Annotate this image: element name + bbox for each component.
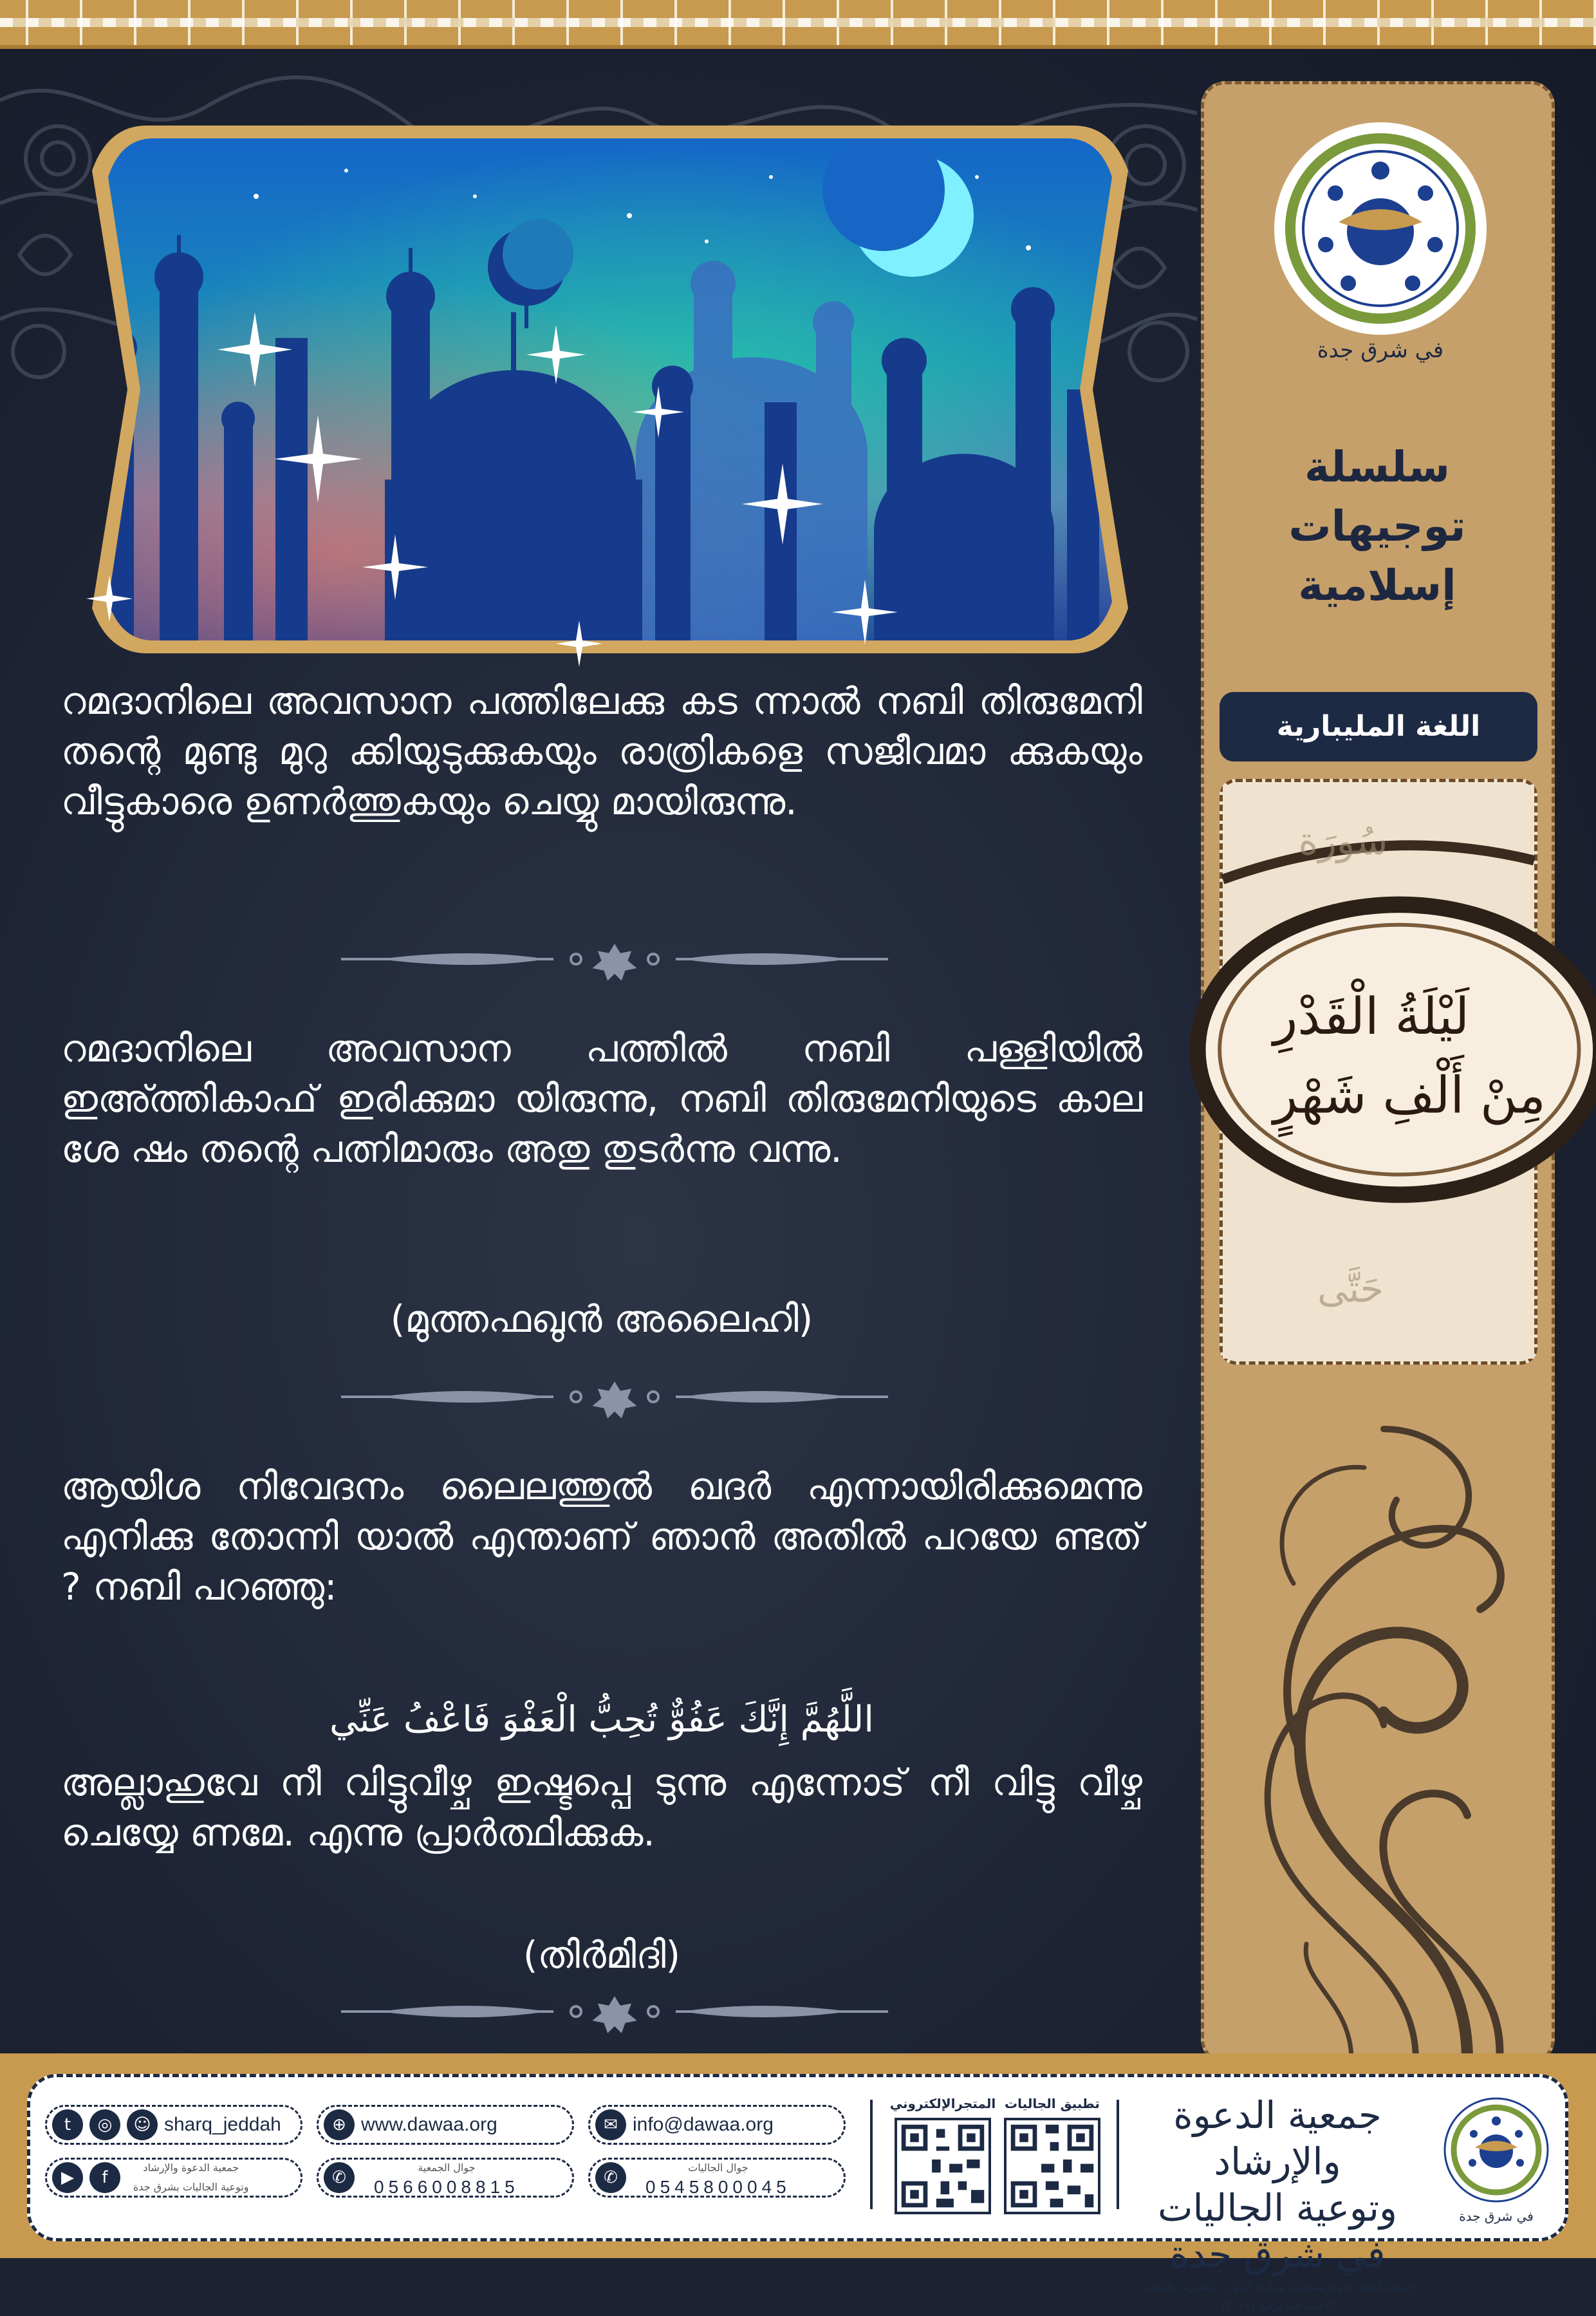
series-title-line: سلسلة: [1304, 442, 1450, 492]
email-pill[interactable]: [588, 2105, 846, 2145]
quran-text-alf: مِنْ أَلْفِ شَهْرٍ: [1273, 1066, 1546, 1125]
footer-separator: [870, 2100, 873, 2209]
org-short-line1: جمعية الدعوة والإرشاد: [143, 2162, 239, 2174]
youtube-icon[interactable]: ▶: [52, 2162, 83, 2193]
paragraph-1: റമദാനിലെ അവസാന പത്തിലേക്കു കട ന്നാൽ നബി തിരുമേനി തന്റെ മുണ്ടു മുറു ക്കിയുടുക്കുകയും രാത്രികളെ സജീവമാ ക്കുകയും വീട്ടുകാരെ ഉണർത്തുകയും ചെയ്യു മായിരുന്നു.: [61, 679, 1142, 823]
quran-magnifier-illustration: [1223, 782, 1546, 1361]
social-handle-pill[interactable]: [45, 2105, 302, 2145]
paragraph-2: റമദാനിലെ അവസാന പത്തിൽ നബി പള്ളിയിൽ ഇഅ്ത്തികാഫ് ഇരിക്കുമാ യിരുന്നു, നബി തിരുമേനിയുടെ കാല ശേ ഷം തന്റെ പത്നിമാരും അതു തുടർന്നു വന്നു.: [61, 1027, 1142, 1171]
quran-page-image: [1220, 779, 1546, 1365]
org-short-line2: وتوعية الجاليات بشرق جدة: [133, 2181, 249, 2193]
footer-logo-text: في شرق جدة: [1459, 2209, 1534, 2224]
source-citation-1: (മുത്തഫഖുൻ അലൈഹി): [390, 1297, 813, 1341]
website-link[interactable]: www.dawaa.org: [361, 2114, 497, 2135]
communities-phone-label: جوال الجاليات: [688, 2162, 748, 2174]
social-handle: sharq_jeddah: [164, 2114, 281, 2135]
source-citation-2: (തിർമിദി): [523, 1933, 681, 1977]
twitter-icon[interactable]: t: [52, 2109, 83, 2140]
series-title-line: إسلامية: [1298, 561, 1456, 610]
ornament-divider: [341, 1384, 888, 1410]
decorative-swirl: [1223, 1390, 1545, 2066]
org-registration: جمعية أهلية دعوية مسجلة بوزارة الموارد البشرية والتنمية الاجتماعية برقم (٢٠٧٤): [1140, 2280, 1415, 2313]
series-title-line: توجيهات: [1288, 501, 1466, 551]
facebook-icon[interactable]: f: [89, 2162, 120, 2193]
arabic-dua: اللَّهُمَّ إِنَّكَ عَفُوٌّ تُحِبُّ الْعَفْوَ فَاعْفُ عَنِّي: [329, 1699, 874, 1741]
communities-phone-number[interactable]: 0545800045: [645, 2177, 791, 2197]
store-qr-code[interactable]: [895, 2118, 991, 2214]
assoc-phone-pill[interactable]: [317, 2158, 574, 2198]
top-gold-band: [0, 0, 1596, 49]
website-pill[interactable]: [317, 2105, 574, 2145]
quran-text-faded: حَتَّى: [1317, 1266, 1384, 1311]
app-qr-caption: تطبيق الجاليات: [1005, 2096, 1100, 2111]
store-qr-caption: المتجرالإلكتروني: [889, 2096, 996, 2111]
sparkle-icon: [84, 573, 135, 624]
email-link[interactable]: info@dawaa.org: [633, 2114, 774, 2135]
globe-icon: ⊕: [324, 2109, 355, 2140]
sparkle-icon: [553, 618, 605, 669]
app-qr-code[interactable]: [1004, 2118, 1100, 2214]
quran-text-faded: سُورَة: [1298, 818, 1388, 863]
footer-logo: [1442, 2092, 1551, 2227]
email-icon: ✉: [595, 2109, 626, 2140]
language-badge: اللغة المليبارية: [1220, 692, 1537, 761]
communities-phone-pill[interactable]: [588, 2158, 846, 2198]
assoc-phone-number[interactable]: 0566008815: [374, 2177, 519, 2197]
assoc-phone-label: جوال الجمعية: [418, 2162, 476, 2174]
phone-icon: ✆: [324, 2162, 355, 2193]
phone-icon: ✆: [595, 2162, 626, 2193]
mosque-night-illustration: [76, 119, 1144, 660]
quran-text-qadr: لَيْلَةُ الْقَدْرِ: [1273, 987, 1470, 1047]
footer-org-name: [1139, 2092, 1416, 2313]
association-logo: [1261, 109, 1499, 367]
paragraph-3: ആയിശ നിവേദനം ലൈലത്തുൽ ഖദർ എന്നായിരിക്കുമെന്നു എനിക്കു തോന്നി യാൽ എന്താണ് ഞാൻ അതിൽ പറയേ ണ്ടത് ? നബി പറഞ്ഞു:: [61, 1464, 1142, 1609]
org-social-pill[interactable]: [45, 2158, 302, 2198]
ornament-divider: [341, 946, 888, 972]
paragraph-4: അല്ലാഹുവേ നീ വിട്ടുവീഴ്ച ഇഷ്ടപ്പെ ടുന്നു എന്നോട് നീ വിട്ടു വീഴ്ച ചെയ്യേ ണമേ. എന്നു പ്രാർത്ഥിക്കുക.: [61, 1760, 1142, 1854]
footer-separator: [1117, 2100, 1119, 2209]
snapchat-icon[interactable]: ☺: [127, 2109, 158, 2140]
instagram-icon[interactable]: ◎: [89, 2109, 120, 2140]
logo-bottom-text: في شرق جدة: [1317, 337, 1444, 363]
org-name-line1: جمعية الدعوة والإرشاد: [1173, 2093, 1382, 2183]
org-name-line2: وتوعية الجاليات في شرق جدة: [1157, 2186, 1398, 2276]
ornament-divider: [341, 1999, 888, 2024]
series-title: [1223, 438, 1532, 615]
